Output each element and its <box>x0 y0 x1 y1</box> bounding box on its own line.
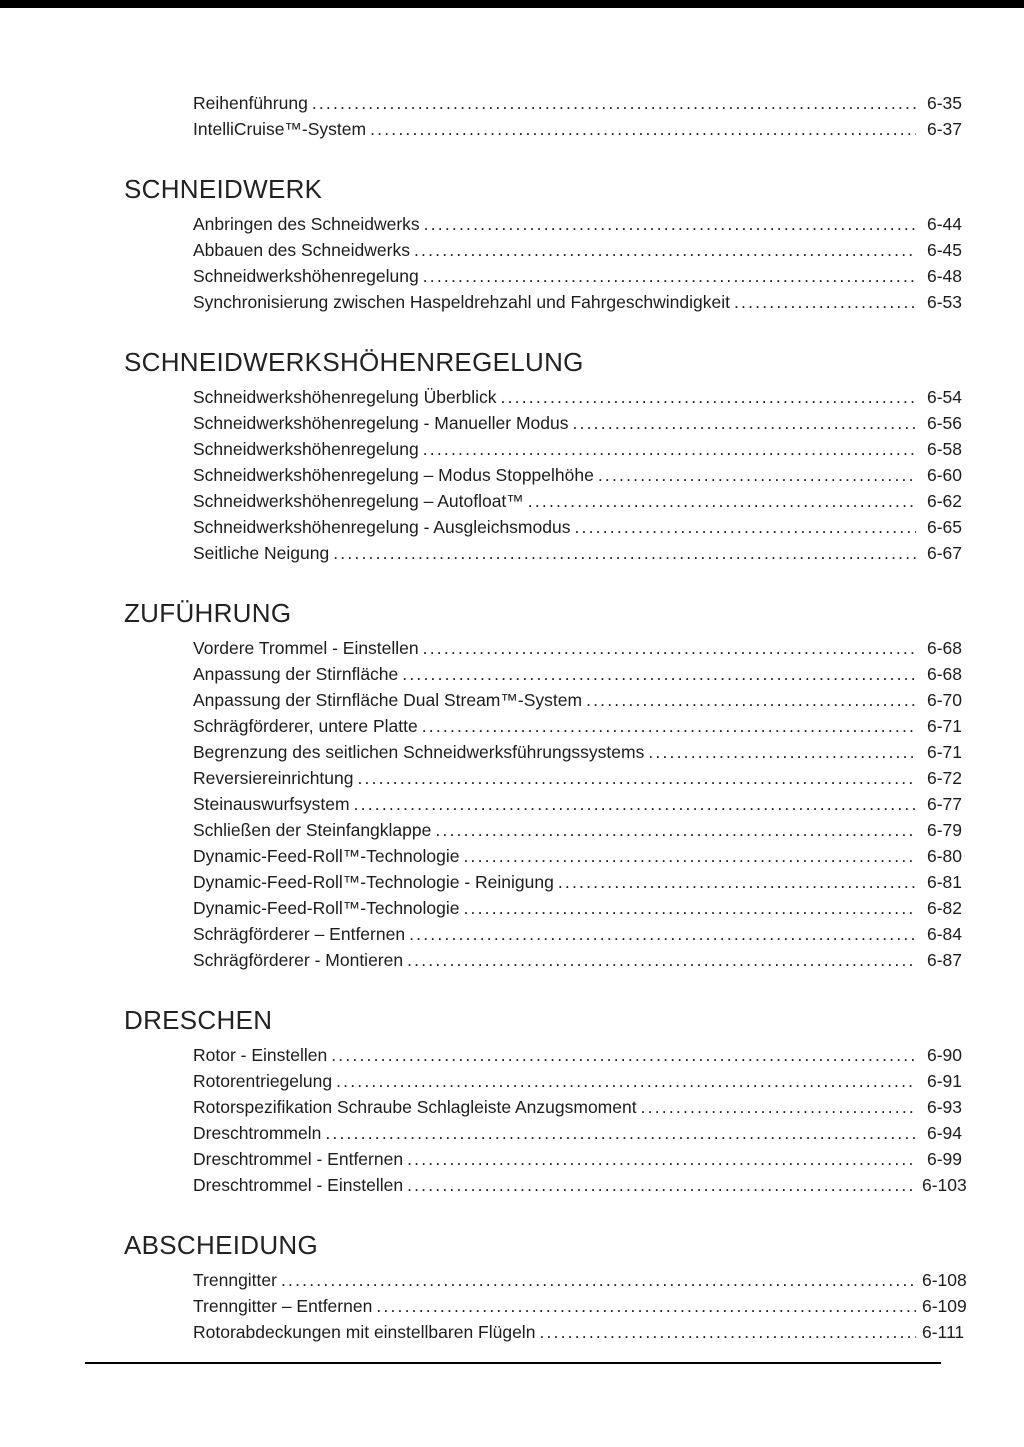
toc-section <box>124 174 962 315</box>
toc-entry[interactable] <box>193 462 962 488</box>
toc-entry-title: Anpassung der Stirnfläche <box>193 664 399 684</box>
dot-leader <box>281 1267 916 1293</box>
toc-entry-title: Abbauen des Schneidwerks <box>193 240 410 260</box>
toc-entry-title: Trenngitter <box>193 1270 277 1290</box>
toc-entry[interactable] <box>193 1172 967 1198</box>
toc-entry[interactable] <box>193 921 962 947</box>
toc-entry[interactable] <box>193 1042 962 1068</box>
toc-entry-page-number: 6-91 <box>926 1071 962 1091</box>
toc-entry-page-number: 6-37 <box>926 119 962 139</box>
toc-entry-page-number: 6-68 <box>926 664 962 684</box>
dot-leader <box>598 462 916 488</box>
dot-leader <box>376 1293 916 1319</box>
dot-leader <box>586 687 916 713</box>
toc-entry[interactable] <box>193 90 962 116</box>
dot-leader <box>370 116 916 142</box>
dot-leader <box>358 765 917 791</box>
dot-leader <box>501 384 916 410</box>
toc-section <box>124 598 962 973</box>
toc-entry-title: Anpassung der Stirnfläche Dual Stream™-System <box>193 690 583 710</box>
dot-leader <box>325 1120 916 1146</box>
toc-entry-title: IntelliCruise™-System <box>193 119 367 139</box>
toc-entry-page-number: 6-109 <box>922 1296 967 1316</box>
dot-leader <box>414 237 916 263</box>
dot-leader <box>435 817 916 843</box>
toc-entry-title: Schneidwerkshöhenregelung – Modus Stoppelhöhe <box>193 465 594 485</box>
toc-entry-page-number: 6-65 <box>926 517 962 537</box>
toc-entry-title: Dreschtrommel - Einstellen <box>193 1175 404 1195</box>
toc-content <box>124 8 967 1345</box>
toc-entry-title: Dynamic-Feed-Roll™-Technologie <box>193 898 460 918</box>
toc-entry-page-number: 6-72 <box>926 768 962 788</box>
toc-entry[interactable] <box>193 540 962 566</box>
toc-entry-page-number: 6-111 <box>922 1322 965 1342</box>
toc-entry-title: Rotor - Einstellen <box>193 1045 328 1065</box>
toc-entry[interactable] <box>193 817 962 843</box>
toc-entry-page-number: 6-53 <box>926 292 962 312</box>
toc-entry[interactable] <box>193 947 962 973</box>
toc-entry-title: Reversiereinrichtung <box>193 768 354 788</box>
toc-entry-page-number: 6-54 <box>926 387 962 407</box>
dot-leader <box>331 1042 916 1068</box>
toc-entry-title: Trenngitter – Entfernen <box>193 1296 373 1316</box>
toc-entry[interactable] <box>193 237 962 263</box>
toc-entry-page-number: 6-87 <box>926 950 962 970</box>
dot-leader <box>402 661 916 687</box>
section-heading: DRESCHEN <box>124 1005 273 1035</box>
toc-entry[interactable] <box>193 687 962 713</box>
toc-entry-title: Schrägförderer, untere Platte <box>193 716 418 736</box>
section-heading: ZUFÜHRUNG <box>124 598 292 628</box>
dot-leader <box>423 436 916 462</box>
section-heading: SCHNEIDWERK <box>124 174 323 204</box>
toc-entry[interactable] <box>193 1267 967 1293</box>
toc-entry-title: Steinauswurfsystem <box>193 794 350 814</box>
toc-entry[interactable] <box>193 739 962 765</box>
dot-leader <box>312 90 916 116</box>
toc-entry-title: Schrägförderer - Montieren <box>193 950 404 970</box>
dot-leader <box>539 1319 916 1345</box>
dot-leader <box>464 895 917 921</box>
toc-entry[interactable] <box>193 895 962 921</box>
toc-entry[interactable] <box>193 436 962 462</box>
dot-leader <box>424 211 916 237</box>
toc-entry-title: Schneidwerkshöhenregelung - Ausgleichsmodus <box>193 517 571 537</box>
toc-entry-title: Schneidwerkshöhenregelung <box>193 266 419 286</box>
dot-leader <box>409 921 916 947</box>
toc-entry-page-number: 6-84 <box>926 924 962 944</box>
toc-entry[interactable] <box>193 791 962 817</box>
toc-entry-title: Schneidwerkshöhenregelung <box>193 439 419 459</box>
toc-entry-page-number: 6-103 <box>922 1175 967 1195</box>
toc-entry-page-number: 6-90 <box>926 1045 962 1065</box>
dot-leader <box>354 791 916 817</box>
toc-entry-page-number: 6-71 <box>926 742 962 762</box>
leading-entries <box>124 90 962 142</box>
toc-section <box>124 347 962 566</box>
toc-entry-page-number: 6-62 <box>926 491 962 511</box>
toc-entry-title: Rotorspezifikation Schraube Schlagleiste Anzugsmoment <box>193 1097 637 1117</box>
toc-entry-title: Schneidwerkshöhenregelung – Autofloat™ <box>193 491 524 511</box>
toc-entry-page-number: 6-68 <box>926 638 962 658</box>
toc-entry-title: Schneidwerkshöhenregelung - Manueller Modus <box>193 413 569 433</box>
toc-entry-page-number: 6-67 <box>926 543 962 563</box>
toc-entry[interactable] <box>193 1293 967 1319</box>
toc-section <box>124 1230 967 1345</box>
dot-leader <box>734 289 916 315</box>
toc-entry-title: Seitliche Neigung <box>193 543 330 563</box>
toc-entry[interactable] <box>193 289 962 315</box>
toc-entry-page-number: 6-82 <box>926 898 962 918</box>
toc-section <box>124 1005 967 1198</box>
toc-entry-title: Schrägförderer – Entfernen <box>193 924 406 944</box>
toc-entry-title: Rotorentriegelung <box>193 1071 333 1091</box>
toc-entry[interactable] <box>193 661 962 687</box>
dot-leader <box>407 1146 916 1172</box>
toc-entry-page-number: 6-93 <box>926 1097 962 1117</box>
dot-leader <box>641 1094 916 1120</box>
dot-leader <box>574 514 916 540</box>
dot-leader <box>423 263 916 289</box>
toc-entry[interactable] <box>193 1319 965 1345</box>
toc-entry[interactable] <box>193 713 962 739</box>
toc-entry-title: Vordere Trommel - Einstellen <box>193 638 419 658</box>
toc-entry-page-number: 6-81 <box>926 872 962 892</box>
toc-entry-title: Dynamic-Feed-Roll™-Technologie <box>193 846 460 866</box>
toc-entry-page-number: 6-77 <box>926 794 962 814</box>
dot-leader <box>422 713 916 739</box>
toc-entry[interactable] <box>193 410 962 436</box>
dot-leader <box>573 410 917 436</box>
dot-leader <box>333 540 916 566</box>
toc-entry[interactable] <box>193 1068 962 1094</box>
toc-entry[interactable] <box>193 116 962 142</box>
toc-entry-page-number: 6-71 <box>926 716 962 736</box>
toc-entry-title: Reihenführung <box>193 93 308 113</box>
toc-entry-page-number: 6-35 <box>926 93 962 113</box>
toc-entry[interactable] <box>193 635 962 661</box>
toc-entry-page-number: 6-45 <box>926 240 962 260</box>
toc-entry-title: Dreschtrommeln <box>193 1123 322 1143</box>
section-heading: ABSCHEIDUNG <box>124 1230 318 1260</box>
toc-sections <box>124 174 967 1345</box>
dot-leader <box>558 869 916 895</box>
toc-entry-title: Schneidwerkshöhenregelung Überblick <box>193 387 497 407</box>
toc-entry-page-number: 6-80 <box>926 846 962 866</box>
dot-leader <box>423 635 916 661</box>
toc-entry-page-number: 6-79 <box>926 820 962 840</box>
dot-leader <box>528 488 916 514</box>
toc-entry[interactable] <box>193 384 962 410</box>
bottom-rule <box>85 1362 941 1364</box>
dot-leader <box>336 1068 916 1094</box>
toc-entry-page-number: 6-60 <box>926 465 962 485</box>
toc-entry[interactable] <box>193 211 962 237</box>
page-top-border <box>0 0 1024 8</box>
toc-entry[interactable] <box>193 263 962 289</box>
toc-entry-title: Schließen der Steinfangklappe <box>193 820 432 840</box>
toc-entry-page-number: 6-99 <box>926 1149 962 1169</box>
toc-entry-page-number: 6-58 <box>926 439 962 459</box>
toc-entry[interactable] <box>193 843 962 869</box>
toc-entry[interactable] <box>193 1146 962 1172</box>
toc-entry[interactable] <box>193 514 962 540</box>
toc-entry-title: Dreschtrommel - Entfernen <box>193 1149 404 1169</box>
toc-entry-title: Anbringen des Schneidwerks <box>193 214 420 234</box>
toc-entry-page-number: 6-48 <box>926 266 962 286</box>
toc-entry-title: Synchronisierung zwischen Haspeldrehzahl und Fahrgeschwindigkeit <box>193 292 730 312</box>
toc-entry-title: Rotorabdeckungen mit einstellbaren Flügeln <box>193 1322 536 1342</box>
toc-entry-page-number: 6-94 <box>926 1123 962 1143</box>
toc-entry[interactable] <box>193 765 962 791</box>
toc-entry-page-number: 6-70 <box>926 690 962 710</box>
dot-leader <box>464 843 917 869</box>
dot-leader <box>407 1172 916 1198</box>
toc-entry-page-number: 6-44 <box>926 214 962 234</box>
dot-leader <box>407 947 916 973</box>
toc-entry-page-number: 6-108 <box>922 1270 967 1290</box>
toc-entry[interactable] <box>193 488 962 514</box>
dot-leader <box>648 739 916 765</box>
toc-entry[interactable] <box>193 869 962 895</box>
section-heading: SCHNEIDWERKSHÖHENREGELUNG <box>124 347 584 377</box>
toc-entry-title: Begrenzung des seitlichen Schneidwerksführungssystems <box>193 742 645 762</box>
toc-entry[interactable] <box>193 1120 962 1146</box>
toc-entry-title: Dynamic-Feed-Roll™-Technologie - Reinigung <box>193 872 554 892</box>
toc-entry-page-number: 6-56 <box>926 413 962 433</box>
toc-entry[interactable] <box>193 1094 962 1120</box>
